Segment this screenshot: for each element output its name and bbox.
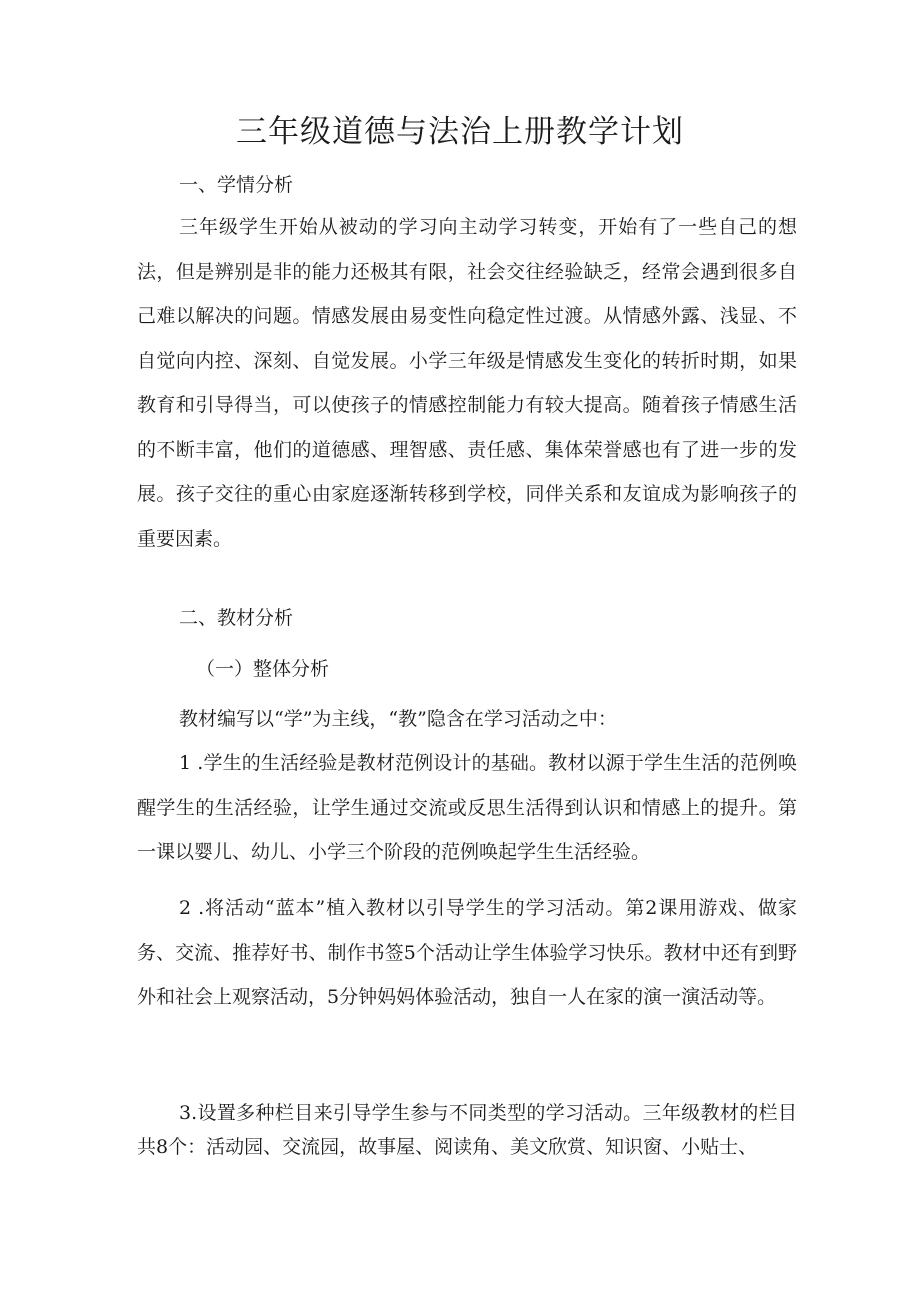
document-title: 三年级道德与法治上册教学计划 bbox=[236, 114, 684, 150]
subheading-overall-analysis: （一）整体分析 bbox=[196, 658, 330, 680]
section-heading-textbook-analysis: 二、教材分析 bbox=[179, 607, 294, 629]
textbook-intro-line: 教材编写以“学”为主线，“教”隐含在学习活动之中： bbox=[179, 708, 617, 730]
learning-analysis-paragraph: 三年级学生开始从被动的学习向主动学习转变，开始有了一些自己的想法，但是辨别是非的能力还极其有限，社会交往经验缺乏，经常会遇到很多自己难以解决的问题。情感发展由易变性向稳定性过渡。从情感外露、浅显、不自觉向内控、深刻、自觉发展。小学三年级是情感发生变化的转折时期，如果教育和引导得当，可以使孩子的情感控制能力有较大提高。随着孩子情感生活的不断丰富，他们的道德感、理智感、责任感、集体荣誉感也有了进一步的发展。孩子交往的重心由家庭逐渐转移到学校，同伴关系和友谊成为影响孩子的重要因素。 bbox=[137, 216, 797, 550]
list-item-activity-blueprint: 2 .将活动“蓝本”植入教材以引导学生的学习活动。第2课用游戏、做家务、交流、推荐好书、制作书签5个活动让学生体验学习快乐。教材中还有到野外和社会上观察活动，5分钟妈妈体验活动，独自一人在家的演一演活动等。 bbox=[137, 897, 797, 1008]
list-item-columns: 3.设置多种栏目来引导学生参与不同类型的学习活动。三年级教材的栏目共8个：活动园、交流园，故事屋、阅读角、美文欣赏、知识窗、小贴士、 bbox=[137, 1102, 797, 1158]
section-heading-learning-analysis: 一、学情分析 bbox=[179, 174, 294, 196]
list-item-life-experience: 1 .学生的生活经验是教材范例设计的基础。教材以源于学生生活的范例唤醒学生的生活经验，让学生通过交流或反思生活得到认识和情感上的提升。第一课以婴儿、幼儿、小学三个阶段的范例唤起学生生活经验。 bbox=[137, 752, 797, 863]
